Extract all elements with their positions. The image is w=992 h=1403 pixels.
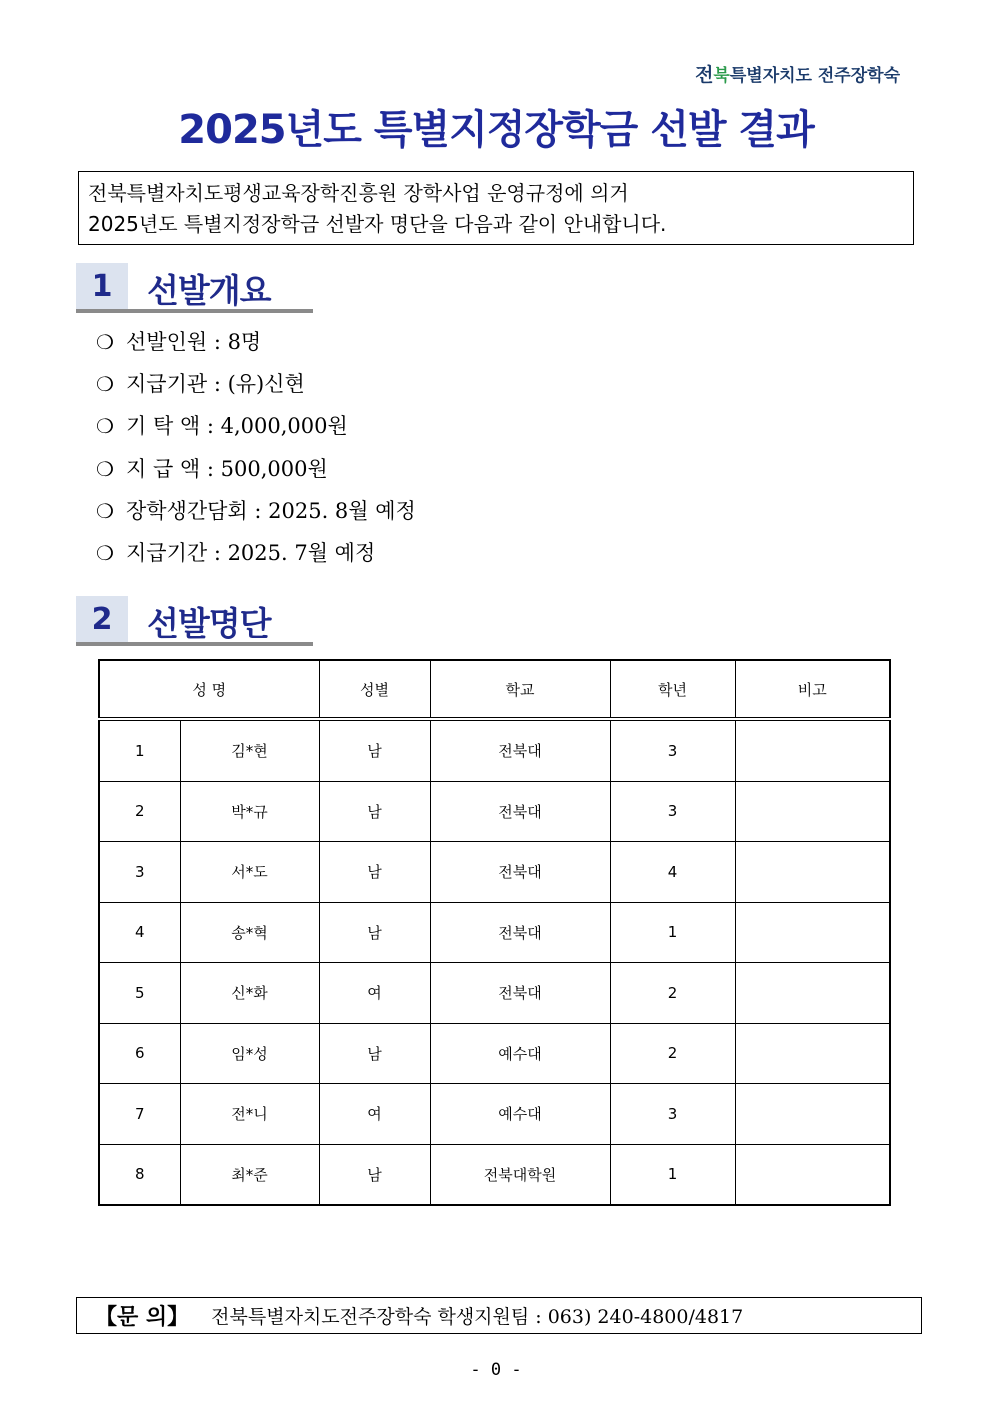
table-row [99, 1023, 890, 1084]
section-roster-heading [76, 596, 313, 646]
header-name: 성 명 [99, 660, 319, 719]
cell-gender: 남 [319, 719, 430, 781]
cell-note [735, 842, 890, 903]
cell-gender: 남 [319, 1023, 430, 1084]
cell-name: 서*도 [180, 842, 319, 903]
overview-list [96, 324, 416, 577]
circle-bullet-icon: ❍ [96, 498, 114, 523]
contact-text: 전북특별자치도전주장학숙 학생지원팀 : 063) 240-4800/4817 [211, 1306, 744, 1328]
cell-grade: 2 [610, 963, 735, 1024]
table-row [99, 781, 890, 842]
page-number: - 0 - [470, 1360, 522, 1380]
table-row [99, 842, 890, 903]
cell-gender: 남 [319, 1144, 430, 1205]
cell-school: 전북대학원 [430, 1144, 610, 1205]
header-gender: 성별 [319, 660, 430, 719]
cell-name: 박*규 [180, 781, 319, 842]
list-item: ❍ 기 탁 액 : 4,000,000원 [96, 408, 416, 450]
list-item: ❍ 지급기관 : (유)신현 [96, 366, 416, 408]
cell-school: 전북대 [430, 781, 610, 842]
cell-note [735, 1144, 890, 1205]
cell-name: 김*현 [180, 719, 319, 781]
cell-name: 임*성 [180, 1023, 319, 1084]
contact-label: 【문 의】 [95, 1305, 190, 1330]
section-label: 선발명단 [147, 604, 271, 643]
table-header-row [99, 660, 890, 719]
document-title: 2025년도 특별지정장학금 선발 결과 [178, 107, 814, 153]
section-overview-heading [76, 263, 313, 313]
list-item: ❍ 지급기간 : 2025. 7월 예정 [96, 535, 416, 577]
cell-note [735, 1023, 890, 1084]
cell-no: 8 [99, 1144, 180, 1205]
cell-no: 3 [99, 842, 180, 903]
table-row [99, 1084, 890, 1145]
table-row [99, 1144, 890, 1205]
table-row [99, 963, 890, 1024]
list-item: ❍ 장학생간담회 : 2025. 8월 예정 [96, 493, 416, 535]
circle-bullet-icon: ❍ [96, 456, 114, 481]
roster-table [98, 659, 891, 1206]
cell-grade: 3 [610, 1084, 735, 1145]
cell-no: 1 [99, 719, 180, 781]
cell-note [735, 719, 890, 781]
circle-bullet-icon: ❍ [96, 414, 114, 439]
cell-grade: 1 [610, 1144, 735, 1205]
cell-grade: 1 [610, 902, 735, 963]
intro-line-1: 전북특별자치도평생교육장학진흥원 장학사업 운영규정에 의거 [88, 181, 629, 205]
cell-note [735, 781, 890, 842]
cell-school: 예수대 [430, 1084, 610, 1145]
table-row [99, 902, 890, 963]
cell-name: 전*니 [180, 1084, 319, 1145]
cell-gender: 여 [319, 963, 430, 1024]
org-logo [695, 60, 900, 87]
list-item: ❍ 지 급 액 : 500,000원 [96, 451, 416, 493]
header-school: 학교 [430, 660, 610, 719]
cell-no: 5 [99, 963, 180, 1024]
cell-school: 전북대 [430, 719, 610, 781]
cell-no: 7 [99, 1084, 180, 1145]
cell-school: 전북대 [430, 963, 610, 1024]
cell-gender: 남 [319, 902, 430, 963]
intro-line-2: 2025년도 특별지정장학금 선발자 명단을 다음과 같이 안내합니다. [88, 212, 667, 236]
cell-name: 신*화 [180, 963, 319, 1024]
cell-name: 최*준 [180, 1144, 319, 1205]
logo-part-1: 전 [695, 64, 714, 86]
circle-bullet-icon: ❍ [96, 372, 114, 397]
cell-no: 6 [99, 1023, 180, 1084]
cell-name: 송*혁 [180, 902, 319, 963]
cell-school: 예수대 [430, 1023, 610, 1084]
cell-no: 4 [99, 902, 180, 963]
section-number: 2 [76, 596, 130, 642]
cell-school: 전북대 [430, 902, 610, 963]
section-number: 1 [76, 263, 130, 309]
cell-gender: 남 [319, 781, 430, 842]
list-item: ❍ 선발인원 : 8명 [96, 324, 416, 366]
section-label: 선발개요 [147, 271, 271, 310]
cell-gender: 여 [319, 1084, 430, 1145]
circle-bullet-icon: ❍ [96, 540, 114, 565]
intro-box [78, 171, 914, 245]
header-grade: 학년 [610, 660, 735, 719]
cell-grade: 3 [610, 719, 735, 781]
cell-gender: 남 [319, 842, 430, 903]
cell-no: 2 [99, 781, 180, 842]
cell-grade: 3 [610, 781, 735, 842]
table-row [99, 719, 890, 781]
logo-part-2: 북 [713, 66, 730, 86]
cell-school: 전북대 [430, 842, 610, 903]
contact-box [76, 1297, 922, 1334]
circle-bullet-icon: ❍ [96, 330, 114, 354]
cell-grade: 2 [610, 1023, 735, 1084]
cell-note [735, 1084, 890, 1145]
cell-note [735, 963, 890, 1024]
cell-grade: 4 [610, 842, 735, 903]
header-note: 비고 [735, 660, 890, 719]
logo-part-3: 특별자치도 전주장학숙 [729, 66, 900, 86]
cell-note [735, 902, 890, 963]
